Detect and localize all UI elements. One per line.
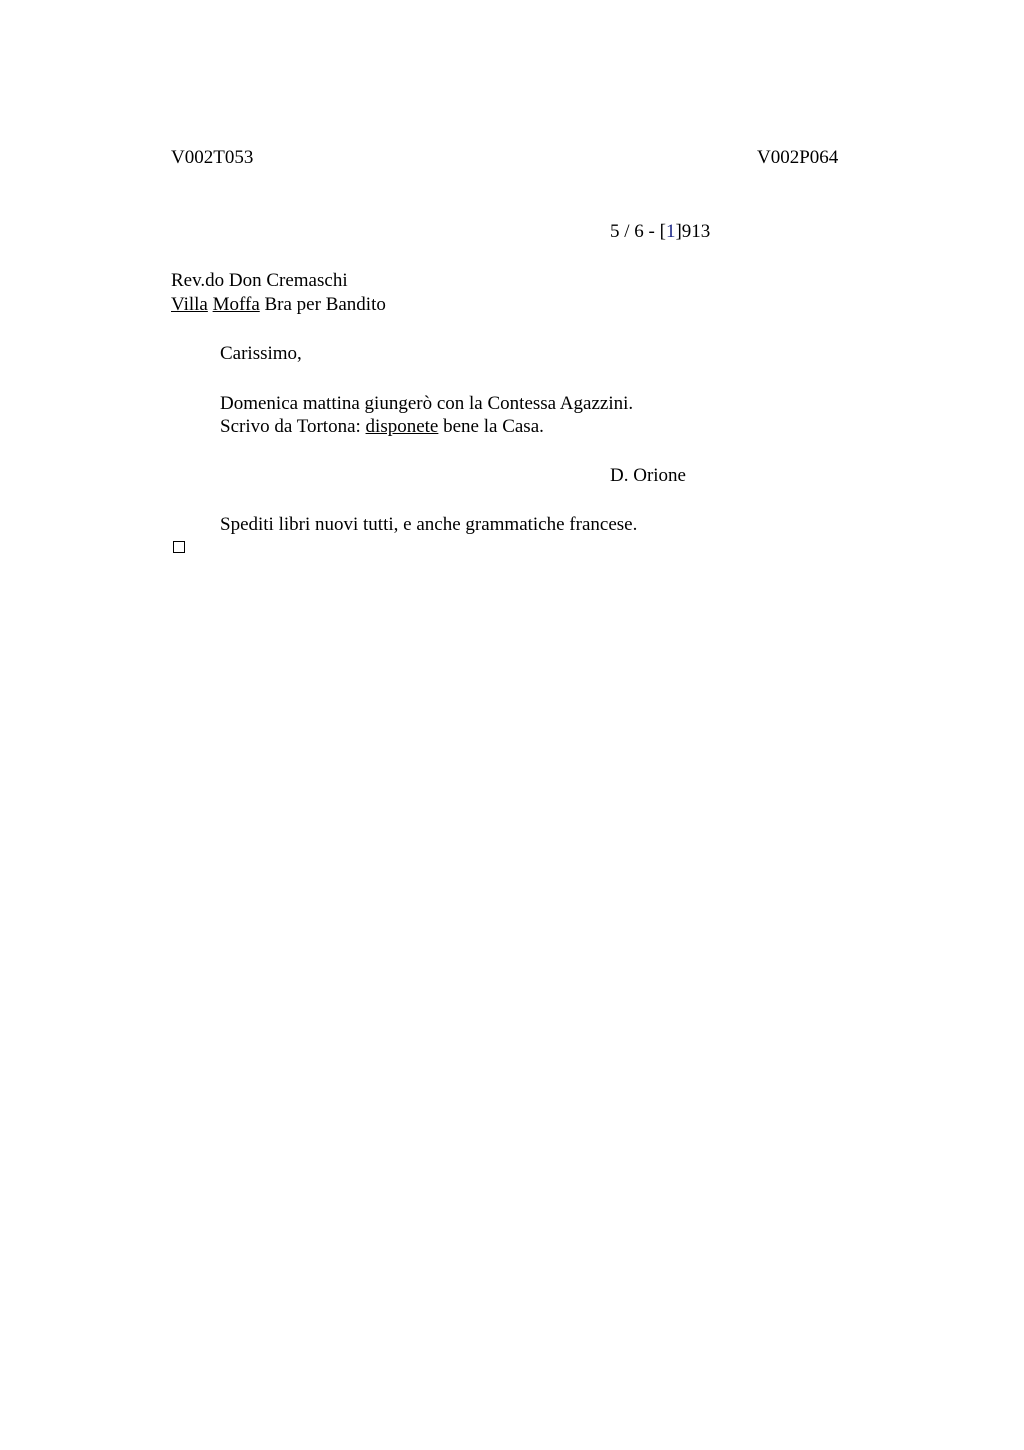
- address-moffa: Moffa: [212, 294, 260, 315]
- postscript: Spediti libri nuovi tutti, e anche grammatiche francese.: [220, 514, 638, 535]
- salutation: Carissimo,: [220, 343, 302, 364]
- letter-date: [610, 220, 710, 244]
- body-line-2-start: Scrivo da Tortona:: [220, 416, 366, 437]
- body-underlined-word: disponete: [365, 416, 439, 437]
- date-suffix: 913: [681, 221, 711, 242]
- header-right-code: V002P064: [757, 147, 839, 168]
- body-line-1: Domenica mattina giungerò con la Contessa Agazzini.: [220, 393, 634, 414]
- end-marker-box: [173, 541, 185, 553]
- date-bracket-close: ]: [675, 221, 682, 242]
- body-line-2: [220, 415, 544, 439]
- signature: D. Orione: [610, 465, 686, 486]
- address-rest: Bra per Bandito: [264, 294, 386, 315]
- header-left-code: V002T053: [171, 147, 254, 168]
- date-prefix: 5 / 6 - [: [610, 221, 666, 242]
- address-villa: Villa: [171, 294, 208, 315]
- date-inserted-digit: 1: [665, 221, 676, 242]
- body-line-2-end: bene la Casa.: [438, 416, 544, 437]
- recipient-name: Rev.do Don Cremaschi: [171, 270, 348, 291]
- recipient-address: [171, 293, 386, 317]
